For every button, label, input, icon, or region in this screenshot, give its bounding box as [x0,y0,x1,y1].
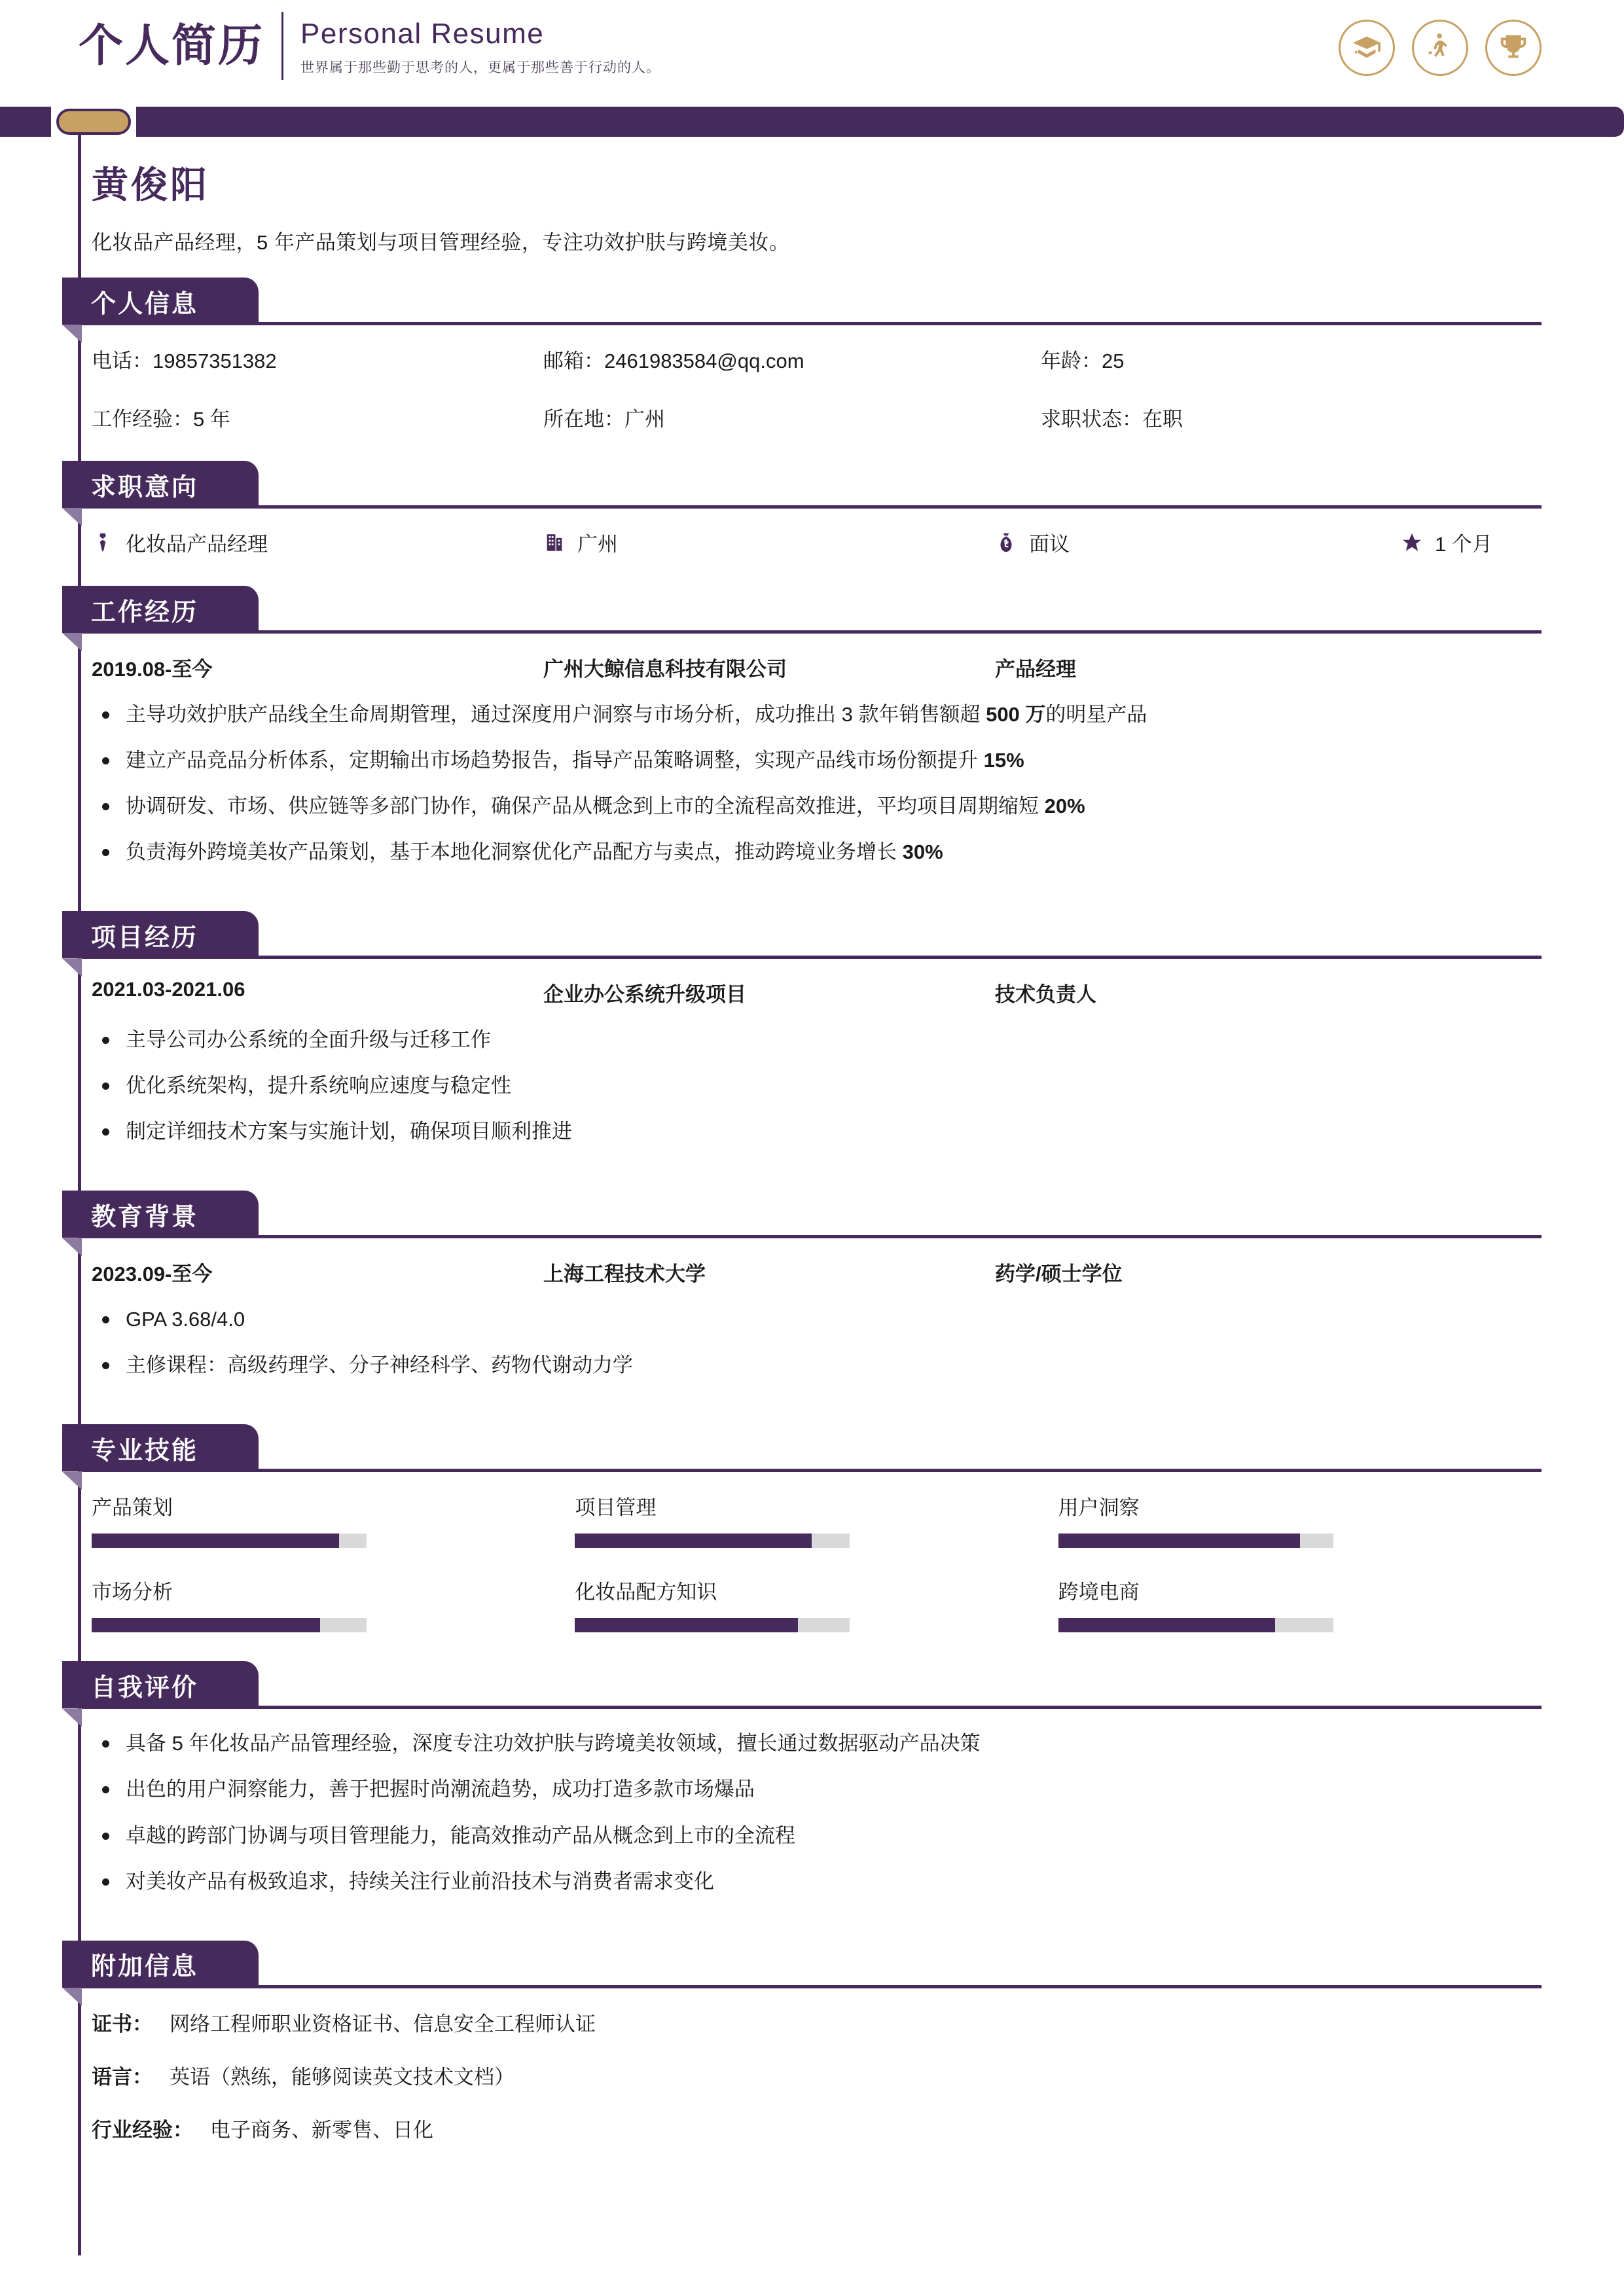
section-additional-info [0,1941,1624,2173]
list-item: 卓越的跨部门协调与项目管理能力，能高效推动产品从概念到上市的全流程 [92,1820,1542,1852]
section-header [0,1941,1624,1992]
section-title: 工作经历 [91,598,199,626]
section-rule [82,1985,1542,1988]
skill-fill [1058,1618,1276,1632]
skill-fill [575,1534,811,1548]
office-building-icon [543,531,566,554]
info-experience: 工作经验：5 年 [92,408,230,431]
skill-label: 市场分析 [92,1581,173,1604]
list-item: 负责海外跨境美妆产品策划，基于本地化洞察优化产品配方与卖点，推动跨境业务增长 30% [92,836,1542,868]
list-item: 协调研发、市场、供应链等多部门协作，确保产品从概念到上市的全流程高效推进，平均项目周期缩短 20% [92,791,1542,822]
section-content [0,1242,1624,1402]
section-title: 附加信息 [91,1953,199,1981]
list-item: 对美妆产品有极致追求，持续关注行业前沿技术与消费者需求变化 [92,1866,1542,1897]
skill-track [92,1534,367,1548]
header-title-block [79,12,660,80]
candidate-name: 黄俊阳 [92,164,209,206]
section-personal-info [0,278,1624,439]
section-rule [82,505,1542,509]
section-header [0,1191,1624,1242]
section-tab [62,911,259,958]
self-eval-bullets [92,1728,1542,1897]
header-title-cn: 个人简历 [79,20,265,71]
intent-salary [995,528,1401,557]
extra-certificates [92,2007,1542,2037]
section-skills [0,1424,1624,1639]
skill-fill [575,1618,797,1632]
education-degree: 药学/硕士学位 [995,1263,1123,1286]
section-rule [82,630,1542,634]
section-self-evaluation [0,1661,1624,1918]
skill-track [575,1534,850,1548]
work-period: 2019.08-至今 [92,658,213,681]
skill-item [1058,1575,1542,1632]
necktie-icon [92,531,114,554]
band-gold-accent [56,109,131,135]
resume-body [0,137,1624,2173]
list-item: 出色的用户洞察能力，善于把握时尚潮流趋势，成功打造多款市场爆品 [92,1774,1542,1805]
section-education [0,1191,1624,1402]
list-item: 主修课程：高级药理学、分子神经科学、药物代谢动力学 [92,1350,1542,1381]
section-title: 自我评价 [91,1674,199,1702]
list-item: 建立产品竞品分析体系，定期输出市场趋势报告，指导产品策略调整，实现产品线市场份额提升 15% [92,745,1542,776]
section-tab [62,461,259,508]
skill-label: 产品策划 [92,1496,173,1520]
skill-item [92,1575,575,1632]
education-school: 上海工程技术大学 [543,1263,706,1286]
work-entry-header [92,653,1542,682]
section-tab [62,586,259,633]
money-bag-icon [995,531,1017,554]
skill-label: 化妆品配方知识 [575,1581,717,1604]
list-item: 主导功效护肤产品线全生命周期管理，通过深度用户洞察与市场分析，成功推出 3 款年销售额超 500 万的明星产品 [92,699,1542,730]
info-status: 求职状态：在职 [1041,408,1183,431]
section-tab [62,1941,259,1988]
section-content [0,1475,1624,1639]
graduation-cap-icon [1339,20,1395,76]
section-rule [82,1235,1542,1238]
intent-salary-label: 面议 [1029,533,1070,556]
section-content [0,329,1624,439]
header-slogan: 世界属于那些勤于思考的人，更属于那些善于行动的人。 [300,60,661,75]
section-title: 项目经历 [91,924,199,952]
skill-label: 项目管理 [575,1496,657,1520]
intent-city-label: 广州 [577,533,618,556]
header-icon-group [1339,20,1542,76]
star-icon [1401,531,1423,554]
project-period: 2021.03-2021.06 [92,978,245,1001]
intent-city [543,528,995,557]
section-work-experience [0,586,1624,889]
extra-label: 证书： [92,2012,153,2036]
info-location: 所在地：广州 [543,408,665,431]
skill-fill [92,1618,320,1632]
skill-item [1058,1491,1542,1548]
section-header [0,278,1624,329]
section-title: 专业技能 [91,1437,199,1465]
candidate-summary: 化妆品产品经理，5 年产品策划与项目管理经验，专注功效护肤与跨境美妆。 [92,231,790,254]
section-content [0,1712,1624,1918]
section-project-experience [0,911,1624,1168]
project-name: 企业办公系统升级项目 [543,983,746,1007]
section-tab [62,278,259,325]
skill-fill [92,1534,339,1548]
skill-label: 用户洞察 [1058,1496,1140,1520]
header-title-en: Personal Resume [300,17,545,50]
info-age: 年龄：25 [1041,350,1125,372]
page-header [0,0,1624,108]
skills-grid [92,1491,1542,1632]
skill-track [92,1618,367,1632]
skill-track [575,1618,850,1632]
list-item: 主导公司办公系统的全面升级与迁移工作 [92,1024,1542,1056]
list-item: 具备 5 年化妆品产品管理经验，深度专注功效护肤与跨境美妆领域，擅长通过数据驱动产品决策 [92,1728,1542,1759]
skill-item [92,1491,575,1548]
education-period: 2023.09-至今 [92,1263,213,1286]
section-header [0,1424,1624,1475]
work-bullets [92,699,1542,868]
section-rule [82,322,1542,325]
info-phone: 电话：19857351382 [92,350,277,372]
extra-label: 行业经验： [92,2118,193,2142]
skill-track [1058,1534,1333,1548]
section-rule [82,1469,1542,1472]
section-tab [62,1661,259,1708]
header-divider [281,12,283,80]
extra-value: 电子商务、新零售、日化 [210,2118,433,2142]
skill-item [575,1491,1058,1548]
businessman-walking-icon [1412,20,1468,76]
list-item: GPA 3.68/4.0 [92,1304,1542,1335]
section-tab [62,1191,259,1238]
extra-value: 英语（熟练，能够阅读英文技术文档） [170,2065,514,2089]
intent-availability [1401,528,1542,557]
section-header [0,911,1624,962]
section-content [0,637,1624,889]
section-title: 个人信息 [91,290,199,318]
section-content [0,512,1624,564]
skill-fill [1058,1534,1301,1548]
section-header [0,586,1624,637]
extra-industry [92,2113,1542,2143]
project-role: 技术负责人 [995,983,1096,1007]
extra-label: 语言： [92,2065,153,2089]
section-job-intent [0,461,1624,564]
work-company: 广州大鲸信息科技有限公司 [543,658,787,681]
extra-languages [92,2060,1542,2090]
extra-value: 网络工程师职业资格证书、信息安全工程师认证 [170,2012,596,2036]
intent-position-label: 化妆品产品经理 [126,533,268,556]
section-rule [82,956,1542,959]
skill-item [575,1575,1058,1632]
intent-availability-label: 1 个月 [1435,533,1492,556]
section-title: 教育背景 [91,1203,199,1231]
section-header [0,461,1624,512]
section-header [0,1661,1624,1712]
info-email: 邮箱：2461983584@qq.com [543,350,804,372]
intent-position [92,528,543,557]
project-bullets [92,1024,1542,1147]
section-content [0,962,1624,1168]
section-tab [62,1424,259,1471]
list-item: 制定详细技术方案与实施计划，确保项目顺利推进 [92,1116,1542,1147]
job-intent-row [92,528,1542,557]
work-role: 产品经理 [995,658,1076,681]
list-item: 优化系统架构，提升系统响应速度与稳定性 [92,1070,1542,1102]
skill-track [1058,1618,1333,1632]
skill-label: 跨境电商 [1058,1581,1140,1604]
education-bullets [92,1304,1542,1381]
header-text-right [300,16,660,77]
trophy-icon [1485,20,1542,76]
section-content [0,1992,1624,2173]
profile-block [0,137,1624,255]
section-rule [82,1706,1542,1709]
header-accent-band [0,107,1624,137]
personal-info-grid [92,344,1542,432]
project-entry-header [92,978,1542,1007]
section-title: 求职意向 [91,473,199,501]
education-entry-header [92,1257,1542,1287]
